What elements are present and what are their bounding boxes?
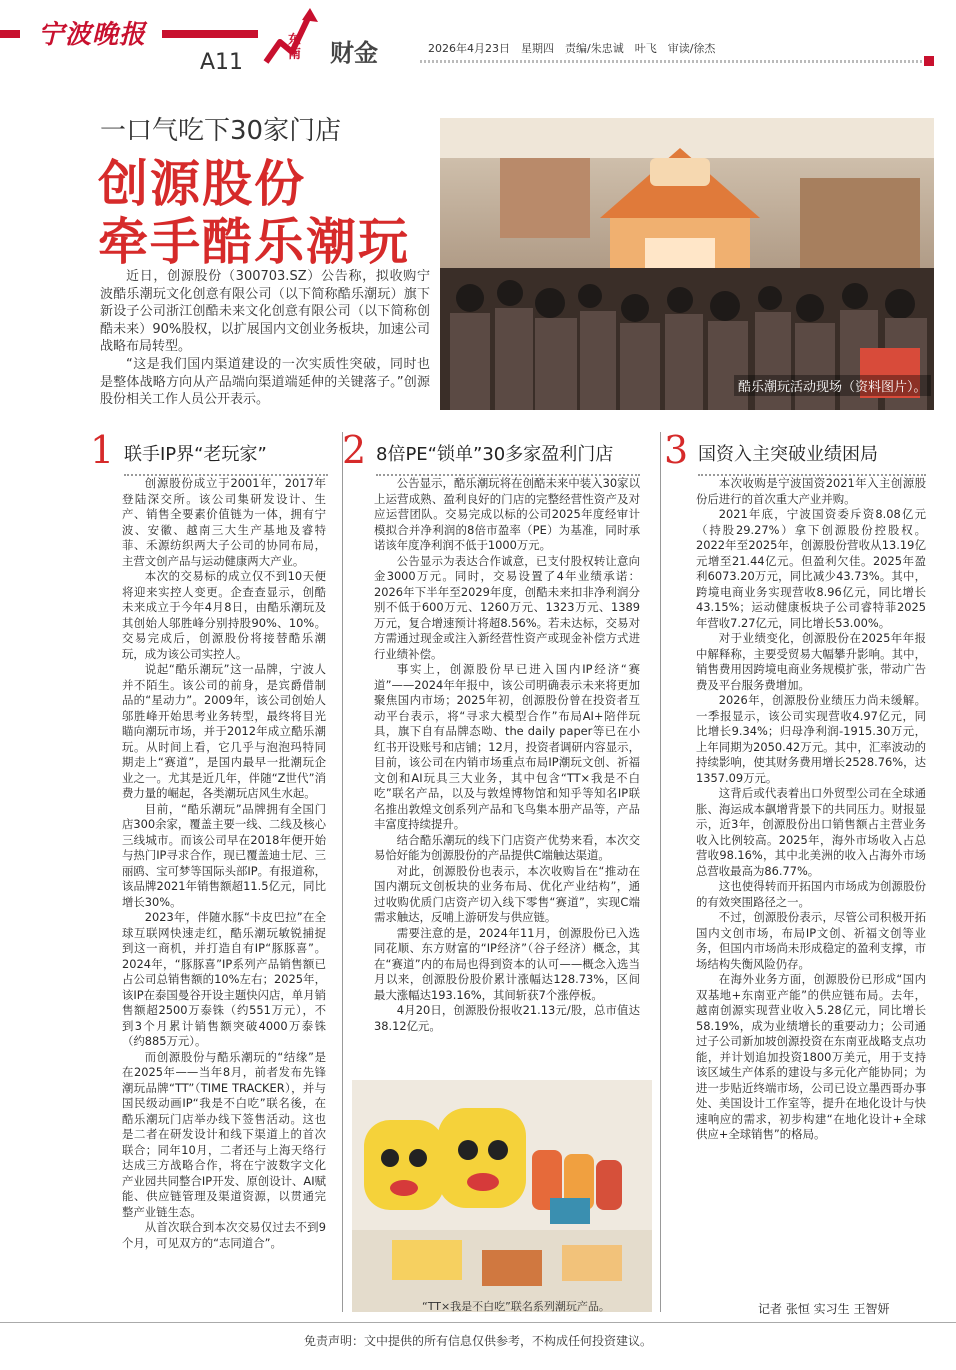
body-paragraph: 对此，创源股份也表示，本次收购旨在“推动在国内潮玩文创板块的业务布局、优化产业结构”，通过收购优质门店资产切入线下零售“赛道”，实现C端需求触达，反哺上游研发与供应链。 xyxy=(374,863,640,924)
footer-divider xyxy=(0,1322,956,1323)
headline-line-1: 创源股份 xyxy=(98,155,306,213)
section-number: 1 xyxy=(90,428,115,472)
section-sub-label: 东 南 xyxy=(288,33,302,62)
body-paragraph: 在海外业务方面，创源股份已形成“国内双基地+东南亚产能”的供应链布局。去年，越南创源实现营业收入5.28亿元，同比增长58.19%，成为业绩增长的重要动力；公司通过子公司新加坡创源投资在东南亚战略支点功能，并计划追加投资1800万美元，用于支持该区域生产体系的建设与多元化产能协同；为进一步贴近终端市场，公司已设立墨西哥办事处、美国设计工作室等，提升在地化设计与快速响应的需求，初步构建“在地化设计+全球供应+全球销售”的格局。 xyxy=(696,972,926,1141)
body-paragraph: 创源股份成立于2001年，2017年登陆深交所。该公司集研发设计、生产、销售全要素价值链为一体，拥有宁波、安徽、越南三大生产基地及睿特菲、禾源纺织两大子公司的协同布局，主营文创产品与运动健康两大产业。 xyxy=(122,476,326,568)
body-paragraph: 这也使得转而开拓国内市场成为创源股份的有效突围路径之一。 xyxy=(696,879,926,909)
section-number: 3 xyxy=(664,428,689,472)
body-paragraph: 2021年底，宁波国资委斥资8.08亿元（持股29.27%）拿下创源股份控股权。2022年至2025年，创源股份营收从13.19亿元增至21.44亿元。但盈利欠佳。2025年盈利6073.20万元，同比减少43.73%。其中，跨境电商业务实现营收8.96亿元，同比增长43.15%；运动健康板块子公司睿特菲2025年营收7.27亿元，同比增长53.00%。 xyxy=(696,507,926,630)
store-event-photo xyxy=(440,118,934,410)
body-column-2 xyxy=(374,476,640,1034)
body-paragraph: 说起“酷乐潮玩”这一品牌，宁波人并不陌生。该公司的前身，是宾爵借制品的“星动力”。2009年，该公司创始人邬胜峰开始思考业务转型，最终将目光瞄向潮玩市场，并于2012年成立酷乐潮玩。从时间上看，它几乎与泡泡玛特同期走上“赛道”，是国内最早一批潮玩企业之一。尤其是近几年，伴随“Z世代”消费力量的崛起，各类潮玩店风生水起。 xyxy=(122,662,326,800)
body-paragraph: 对于业绩变化，创源股份在2025年年报中解释称，主要受贸易大幅攀升影响。其中，销售费用因跨境电商业务规模扩张，带动广告费及平台服务费增加。 xyxy=(696,631,926,692)
header-divider xyxy=(420,60,936,63)
body-column-1 xyxy=(122,476,326,1251)
body-paragraph: 结合酷乐潮玩的线下门店资产优势来看，本次交易恰好能为创源股份的产品提供C端触达渠道。 xyxy=(374,832,640,862)
section-title: 国资入主突破业绩困局 xyxy=(698,444,878,465)
headline-kicker: 一口气吃下30家门店 xyxy=(100,116,342,146)
column-divider xyxy=(342,432,343,1312)
headline-line-2: 牵手酷乐潮玩 xyxy=(98,213,410,271)
header-red-marker xyxy=(924,56,934,66)
body-paragraph: 目前，“酷乐潮玩”品牌拥有全国门店300余家，覆盖主要一线、二线及核心三线城市。而该公司早在2018年便开始与热门IP寻求合作，现已覆盖迪士尼、三丽鸥、宝可梦等国际头部IP。有报道称，该品牌2021年销售额超11.5亿元，同比增长30%。 xyxy=(122,801,326,909)
photo-caption: 酷乐潮玩活动现场（资料图片）。 xyxy=(734,375,931,396)
body-paragraph: 公告显示为表达合作诚意，已支付股权转让意向金3000万元。同时，交易设置了4年业绩承诺：2026年下半年至2029年度，创酷未来扣非净利润分别不低于600万元、1260万元、1323万元、1389万元，复合增速预计将超8.56%。若未达标，交易对方需通过现金或注入新经营性资产或现金补偿方式进行业绩补偿。 xyxy=(374,553,640,661)
body-paragraph: 公告显示，酷乐潮玩将在创酷未来中装入30家以上运营成熟、盈利良好的门店的完整经营性资产及对应运营团队。交易完成以标的公司2025年度经审计模拟合并净利润的8倍市盈率（PE）为基准，同时承诺该年度净利润不低于1000万元。 xyxy=(374,476,640,552)
body-column-3 xyxy=(696,476,926,1143)
section-heading-2 xyxy=(342,428,652,472)
body-paragraph: 不过，创源股份表示，尽管公司积极开拓国内文创市场，布局IP文创、祈福文创等业务，但国内市场尚未形成稳定的盈利支撑，市场结构失衡风险仍存。 xyxy=(696,910,926,971)
body-paragraph: 而创源股份与酷乐潮玩的“结缘”是在2025年——当年8月，前者发布先锋潮玩品牌“TT”（TIME TRACKER），并与国民级动画IP“我是不白吃”联名後，在酷乐潮玩门店举办线下签售活动。这也是二者在研发设计和线下渠道上的首次联合；同年10月，二者还与上海天络行达成三方战略合作，将在宁波数字文化产业园共同整合IP开发、原创设计、AI赋能、供应链管理及渠道资源，以贯通完整产业链生态。 xyxy=(122,1049,326,1219)
section-heading-3 xyxy=(664,428,934,472)
body-paragraph: 这背后或代表着出口外贸型公司在全球通胀、海运成本飙增背景下的共同压力。财报显示，近3年，创源股份出口销售额占主营业务收入比例较高。2025年，海外市场收入占总营收98.16%，其中北美洲的收入占海外市场总营收最高为86.77%。 xyxy=(696,786,926,878)
lead-paragraph: 近日，创源股份（300703.SZ）公告称，拟收购宁波酷乐潮玩文化创意有限公司（以下简称酷乐潮玩）旗下新设子公司浙江创酷未来文化创意有限公司（以下简称创酷未来）90%股权，以扩展国内文创业务板块，加速公司战略布局转型。 xyxy=(100,269,430,355)
body-paragraph: 4月20日，创源股份报收21.13元/股，总市值达38.12亿元。 xyxy=(374,1003,640,1033)
masthead-bar-mid xyxy=(162,30,258,38)
page-number: A11 xyxy=(200,50,244,75)
byline: 记者 张恒 实习生 王智妍 xyxy=(758,1302,890,1316)
section-title: 联手IP界“老玩家” xyxy=(124,444,267,465)
body-paragraph: 从首次联合到本次交易仅过去不到9个月，可见双方的“志同道合”。 xyxy=(122,1220,326,1250)
product-photo xyxy=(352,1080,652,1312)
masthead-bar-left xyxy=(0,30,20,38)
disclaimer: 免责声明：文中提供的所有信息仅供参考，不构成任何投资建议。 xyxy=(303,1334,652,1348)
lead-paragraph: “这是我们国内渠道建设的一次实质性突破，同时也是整体战略方向从产品端向渠道端延伸的关键落子。”创源股份相关工作人员公开表示。 xyxy=(100,356,430,408)
newspaper-logo: 宁波晚报 xyxy=(38,20,147,50)
body-paragraph: 需要注意的是，2024年11月，创源股份已入选同花顺、东方财富的“IP经济”（谷子经济）概念，其在“赛道”内的布局也得到资本的认可——概念入选当月以来，创源股份股价累计涨幅达128.73%，区间最大涨幅达193.16%，其间斩获7个涨停板。 xyxy=(374,925,640,1002)
body-paragraph: 本次的交易标的成立仅不到10天便将迎来实控人变更。企查查显示，创酷未来成立于今年4月8日，由酷乐潮玩及其创始人邬胜峰分别持股90%、10%。交易完成后，创源股份将接替酷乐潮玩，成为该公司实控人。 xyxy=(122,569,326,661)
column-divider xyxy=(660,432,661,1312)
body-paragraph: 2026年，创源股份业绩压力尚未缓解。一季报显示，该公司实现营收4.97亿元，同比增长9.34%；归母净利润-1915.30万元，上年同期为2050.42万元。其中，汇率波动的持续影响，使其财务费用增长2528.76%，达1357.09万元。 xyxy=(696,693,926,785)
section-heading-1 xyxy=(90,428,350,472)
body-paragraph: 本次收购是宁波国资2021年入主创源股份后进行的首次重大产业并购。 xyxy=(696,476,926,506)
body-paragraph: 2023年，伴随水豚“卡皮巴拉”在全球互联网快速走红，酷乐潮玩敏锐捕捉到这一商机，并打造自有IP“豚豚喜”。2024年，“豚豚喜”IP系列产品销售额已占公司总销售额的10%左右；2025年，该IP在泰国曼谷开设主题快闪店，单月销售额超2500万泰铢（约551万元），不到3个月累计销售额突破4000万泰铢（约885万元）。 xyxy=(122,910,326,1048)
masthead xyxy=(0,0,956,82)
section-title: 财金 xyxy=(330,39,378,67)
body-paragraph: 事实上，创源股份早已进入国内IP经济“赛道”——2024年年报中，该公司明确表示未来将更加聚焦国内市场；2025年初，创源股份曾在投资者互动平台表示，将“寻求大模型合作”布局AI+陪伴玩具，旗下自有品牌态呦、the daily paper等已在小红书开设账号和店铺；12月，投资者调研内容显示，目前，该公司在内销市场重点布局IP潮玩文创、祈福文创和AI玩具三大业务，其中包含“TT×我是不白吃”联名产品，以及与敦煌博物馆和知乎等知名IP联名推出敦煌文创系列产品和飞鸟集本册产品等，产品丰富度持续提升。 xyxy=(374,662,640,831)
photo-caption: “TT×我是不白吃”联名系列潮玩产品。 xyxy=(422,1300,610,1313)
section-number: 2 xyxy=(342,428,367,472)
lead-paragraphs xyxy=(100,268,430,409)
date-line: 2026年4月23日 星期四 责编/朱忠诚 叶飞 审读/徐杰 xyxy=(428,42,716,55)
section-title: 8倍PE“锁单”30多家盈利门店 xyxy=(376,444,614,465)
